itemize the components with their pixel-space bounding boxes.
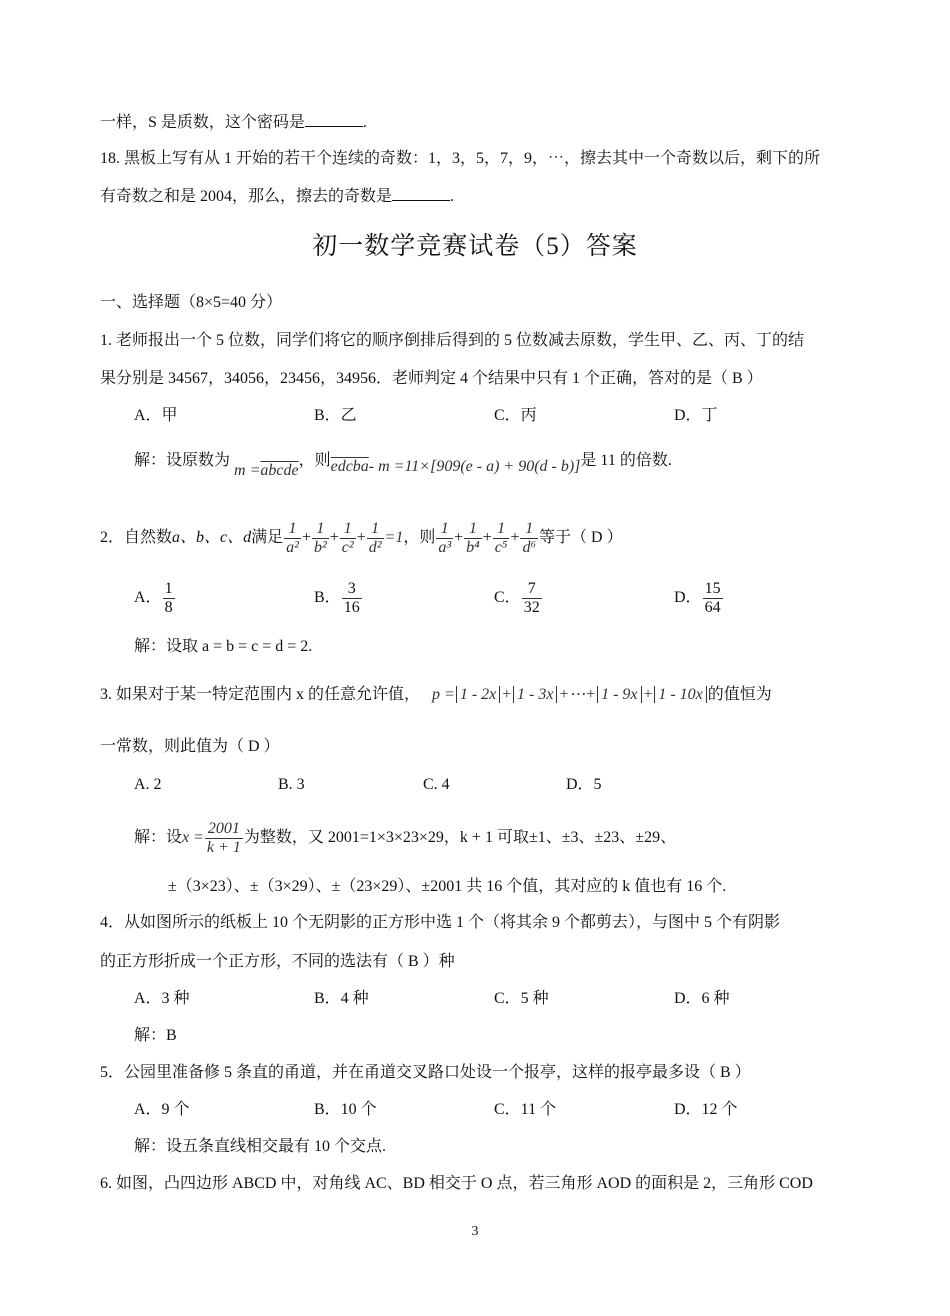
q2-solution: 解：设取 a = b = c = d = 2.	[134, 638, 313, 655]
q2-frac: $\frac{1}{\text{c²}}$	[341, 519, 354, 556]
answer-blank	[305, 112, 363, 127]
q2-frac: $\frac{1}{\text{d⁶}}$	[522, 519, 537, 556]
q5-option-c: C．11 个	[494, 1101, 557, 1118]
q5-line1: 5．公园里准备修 5 条直的甬道，并在甬道交叉路口处设一个报亭，这样的报亭最多设（ B ）	[100, 1064, 751, 1081]
q3-line1: 3. 如果对于某一特定范围内 x 的任意允许值， p = 1 - 2x + 1 - 3x +⋯+ 1 - 9x + 1 - 10x 的值恒为	[100, 686, 772, 703]
section-heading: 一、选择题（8×5=40 分）	[100, 294, 283, 311]
q1-sol-expr: edcba- m =11×[909(e - a) + 90(d - b)]	[330, 458, 581, 475]
q1-option-a: A．甲	[134, 407, 178, 424]
q1-option-b: B．乙	[314, 407, 357, 424]
q2-option-b: B． $\frac{3}{16}$	[314, 579, 360, 616]
q5-option-d: D．12 个	[674, 1101, 738, 1118]
q3-expr: p = 1 - 2x + 1 - 3x +⋯+ 1 - 9x + 1 - 10x	[432, 686, 708, 703]
q4-option-d: D．6 种	[674, 990, 730, 1007]
q2-frac: $\frac{1}{\text{b⁴}}$	[466, 519, 480, 556]
q4-option-b: B．4 种	[314, 990, 369, 1007]
q18-line1: 18. 黑板上写有从 1 开始的若干个连续的奇数：1，3，5，7，9，⋯，擦去其中一个奇数以后，剩下的所	[100, 150, 821, 167]
page-title: 初一数学竞赛试卷（5）答案	[312, 233, 638, 260]
q1-solution: 解：设原数为 m =abcde，则edcba- m =11×[909(e - a) + 90(d - b)]是 11 的倍数.	[134, 452, 672, 479]
q1-option-c: C．丙	[494, 407, 537, 424]
q2-frac: $\frac{1}{\text{d²}}$	[368, 519, 382, 556]
q3-frac: $\frac{2001}{k + 1}$	[206, 819, 241, 856]
q2-frac: $\frac{1}{\text{b²}}$	[313, 519, 327, 556]
q4-option-c: C．5 种	[494, 990, 549, 1007]
q4-line2: 的正方形折成一个正方形，不同的选法有（ B ）种	[100, 953, 455, 970]
q2-option-a: A． $\frac{1}{8}$	[134, 579, 173, 616]
q2-frac: $\frac{1}{\text{c⁵}}$	[494, 519, 508, 556]
q6-line1: 6. 如图，凸四边形 ABCD 中，对角线 AC、BD 相交于 O 点，若三角形 AOD 的面积是 2，三角形 COD	[100, 1175, 813, 1192]
q5-solution: 解：设五条直线相交最有 10 个交点.	[134, 1138, 387, 1155]
q2-frac: $\frac{1}{\text{a²}}$	[286, 519, 299, 556]
q1-line2: 果分别是 34567，34056，23456，34956．老师判定 4 个结果中只有 1 个正确，答对的是（ B ）	[100, 370, 763, 387]
q2-option-c: C． $\frac{7}{32}$	[494, 579, 540, 616]
q4-solution: 解：B	[134, 1027, 177, 1044]
q3-line2: 一常数，则此值为（ D ）	[100, 738, 280, 755]
q2-line1: 2．自然数a、b、c、d满足 $\frac{1}{\text{a²}}$ + $\frac{1}{\text{b²}}$ + $\frac{1}{\text{c²}}$ + $\frac{1}{\text{d²}}$ =1，则 $\frac{1}{\text{a³}}$ + $\frac{1}{\text{b⁴}}$ + $\frac{1}{\text{c⁵}}$ + $\frac{1}{\text{d⁶}}$ 等于（ D ）	[100, 519, 623, 556]
q3-option-b: B. 3	[278, 776, 305, 793]
q3-option-a: A. 2	[134, 776, 162, 793]
q4-option-a: A．3 种	[134, 990, 190, 1007]
q3-solution-line2: ±（3×23）、±（3×29）、±（23×29）、±2001 共 16 个值，其对应的 k 值也有 16 个.	[168, 878, 727, 895]
q3-option-d: D．5	[566, 776, 602, 793]
page-number: 3	[471, 1224, 479, 1239]
answer-blank	[392, 186, 450, 201]
q18-line2: 有奇数之和是 2004，那么，擦去的奇数是 .	[100, 188, 455, 205]
q5-option-a: A．9 个	[134, 1101, 190, 1118]
q1-option-d: D．丁	[674, 407, 718, 424]
q1-sol-m: m =abcde	[234, 462, 299, 479]
q3-solution: 解：设x = $\frac{2001}{k + 1}$ 为整数，又 2001=1×3×23×29，k + 1 可取±1、±3、±23、±29、	[134, 819, 677, 856]
q3-option-c: C. 4	[423, 776, 450, 793]
q17-tail: 一样，S 是质数，这个密码是 .	[100, 114, 367, 131]
q2-option-d: D． $\frac{15}{64}$	[674, 579, 721, 616]
q4-line1: 4．从如图所示的纸板上 10 个无阴影的正方形中选 1 个（将其余 9 个都剪去），与图中 5 个有阴影	[100, 914, 781, 931]
q1-line1: 1. 老师报出一个 5 位数，同学们将它的顺序倒排后得到的 5 位数减去原数，学生甲、乙、丙、丁的结	[100, 332, 805, 349]
q2-frac: $\frac{1}{\text{a³}}$	[438, 519, 452, 556]
q5-option-b: B．10 个	[314, 1101, 377, 1118]
